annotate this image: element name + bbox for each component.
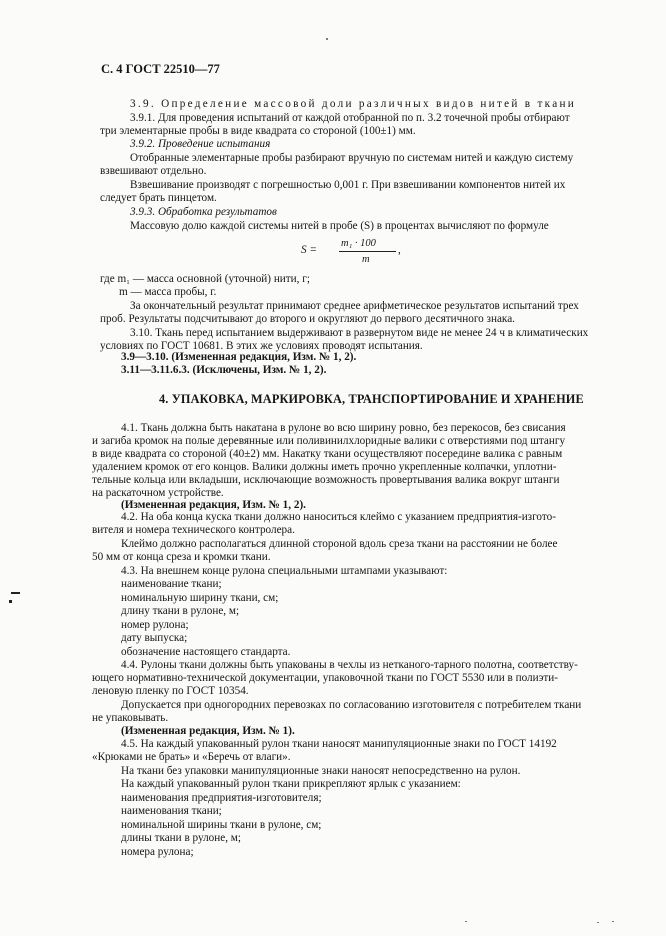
- paragraph-line: 4.3. На внешнем конце рулона специальными штампами указывают:: [121, 565, 448, 577]
- list-item: номинальную ширину ткани, см;: [121, 592, 279, 604]
- list-item: обозначение настоящего стандарта.: [121, 646, 291, 658]
- list-item: номер рулона;: [121, 619, 189, 631]
- list-item: наименования ткани;: [121, 805, 222, 817]
- list-item: номера рулона;: [121, 846, 194, 858]
- paragraph-line: На ткани без упаковки манипуляционные знаки наносят непосредственно на рулон.: [121, 765, 521, 777]
- paragraph-line: 4.4. Рулоны ткани должны быть упакованы в чехлы из нетканого-тарного полотна, соответству-: [121, 659, 578, 671]
- paragraph-line: три элементарные пробы в виде квадрата со стороной (100±1) мм.: [100, 125, 416, 137]
- subheading-3-9-3: 3.9.3. Обработка результатов: [130, 206, 277, 218]
- paragraph-line: следует брать пинцетом.: [100, 192, 217, 204]
- paragraph-line: не упаковывать.: [92, 712, 169, 724]
- paragraph-line: и загиба кромок на полые деревянные или поливинилхлоридные валики с отверстиями под штангу: [92, 435, 566, 447]
- paragraph-line: 3.9.1. Для проведения испытаний от каждой отобранной по п. 3.2 точечной пробы отбирают: [130, 112, 570, 124]
- list-item: длины ткани в рулоне, м;: [121, 832, 241, 844]
- list-item: наименование ткани;: [121, 578, 222, 590]
- scan-margin-mark: [11, 592, 20, 594]
- section-title-3-9: 3.9. Определение массовой доли различных видов нитей в ткани: [130, 98, 577, 110]
- paragraph-line: «Крюками не брать» и «Беречь от влаги».: [92, 751, 291, 763]
- paragraph-line: леновую пленку по ГОСТ 10354.: [92, 685, 249, 697]
- paragraph-line: ющего нормативно-технической документации, упаковочной ткани по ГОСТ 5530 или в полиэти-: [92, 672, 559, 684]
- paragraph-line: 3.10. Ткань перед испытанием выдерживают в развернутом виде не менее 24 ч в климатических: [130, 327, 589, 339]
- paragraph-line: удалением кромок от его концов. Валики должны иметь прочно укрепленные колпачки, уплотни-: [92, 461, 557, 473]
- definition-m: m — масса пробы, г.: [119, 286, 217, 298]
- paragraph-line: 4.2. На оба конца куска ткани должно наноситься клеймо с указанием предприятия-изгото-: [121, 511, 556, 523]
- paragraph-line: проб. Результаты подсчитывают до второго и округляют до первого десятичного знака.: [100, 313, 515, 325]
- section-title-4: 4. УПАКОВКА, МАРКИРОВКА, ТРАНСПОРТИРОВАНИЕ И ХРАНЕНИЕ: [159, 392, 584, 406]
- paragraph-line: в виде квадрата со стороной (40±2) мм. Накатку ткани осуществляют посередине валика с равным: [92, 448, 563, 460]
- fraction-bar: [339, 251, 396, 252]
- paragraph-line: Взвешивание производят с погрешностью 0,001 г. При взвешивании компонентов нитей их: [130, 179, 566, 191]
- list-item: дату выпуска;: [121, 632, 188, 644]
- amendment-note: 3.11—3.11.6.3. (Исключены, Изм. № 1, 2).: [121, 364, 327, 376]
- definition-m1: где m₁ — масса основной (уточной) нити, г;: [100, 273, 310, 285]
- paragraph-line: На каждый упакованный рулон ткани прикрепляют ярлык с указанием:: [121, 778, 461, 790]
- amendment-note: (Измененная редакция, Изм. № 1, 2).: [121, 499, 306, 511]
- formula-numerator: m₁ · 100: [341, 238, 376, 249]
- page-header: С. 4 ГОСТ 22510—77: [101, 62, 220, 76]
- list-item: номинальной ширины ткани в рулоне, см;: [121, 819, 322, 831]
- paragraph-line: вителя и номера технического контролера.: [92, 524, 295, 536]
- paragraph-line: 4.1. Ткань должна быть накатана в рулоне во всю ширину ровно, без перекосов, без свисания: [121, 422, 566, 434]
- scan-dot: [326, 38, 328, 40]
- paragraph-line: на раскаточном устройстве.: [92, 487, 224, 499]
- paragraph-line: За окончательный результат принимают среднее арифметическое результатов испытаний трех: [130, 300, 579, 312]
- scan-dot: [597, 922, 599, 923]
- subheading-3-9-2: 3.9.2. Проведение испытания: [130, 138, 271, 150]
- paragraph-line: тельные кольца или вкладыши, исключающие возможность провертывания валика вокруг штанги: [92, 474, 560, 486]
- paragraph-line: Отобранные элементарные пробы разбирают вручную по системам нитей и каждую систему: [130, 152, 574, 164]
- formula-lhs: S =: [301, 244, 317, 256]
- amendment-note: 3.9—3.10. (Измененная редакция, Изм. № 1, 2).: [121, 351, 357, 363]
- scan-dot: [612, 921, 614, 922]
- list-item: наименования предприятия-изготовителя;: [121, 792, 322, 804]
- formula-denominator: m: [362, 254, 370, 265]
- paragraph-line: взвешивают отдельно.: [100, 165, 207, 177]
- scan-dot: [465, 921, 467, 922]
- paragraph-line: Массовую долю каждой системы нитей в пробе (S) в процентах вычисляют по формуле: [130, 220, 549, 232]
- paragraph-line: условиях по ГОСТ 10681. В этих же условиях проводят испытания.: [100, 340, 423, 352]
- paragraph-line: 4.5. На каждый упакованный рулон ткани наносят манипуляционные знаки по ГОСТ 14192: [121, 738, 557, 750]
- list-item: длину ткани в рулоне, м;: [121, 605, 240, 617]
- scan-margin-mark: [9, 600, 12, 603]
- paragraph-line: Допускается при одногородних перевозках по согласованию изготовителя с потребителем ткани: [121, 699, 582, 711]
- paragraph-line: Клеймо должно располагаться длинной стороной вдоль среза ткани на расстоянии не более: [121, 538, 558, 550]
- paragraph-line: 50 мм от конца среза и кромки ткани.: [92, 551, 271, 563]
- formula-comma: ,: [398, 244, 401, 256]
- amendment-note: (Измененная редакция, Изм. № 1).: [121, 725, 295, 737]
